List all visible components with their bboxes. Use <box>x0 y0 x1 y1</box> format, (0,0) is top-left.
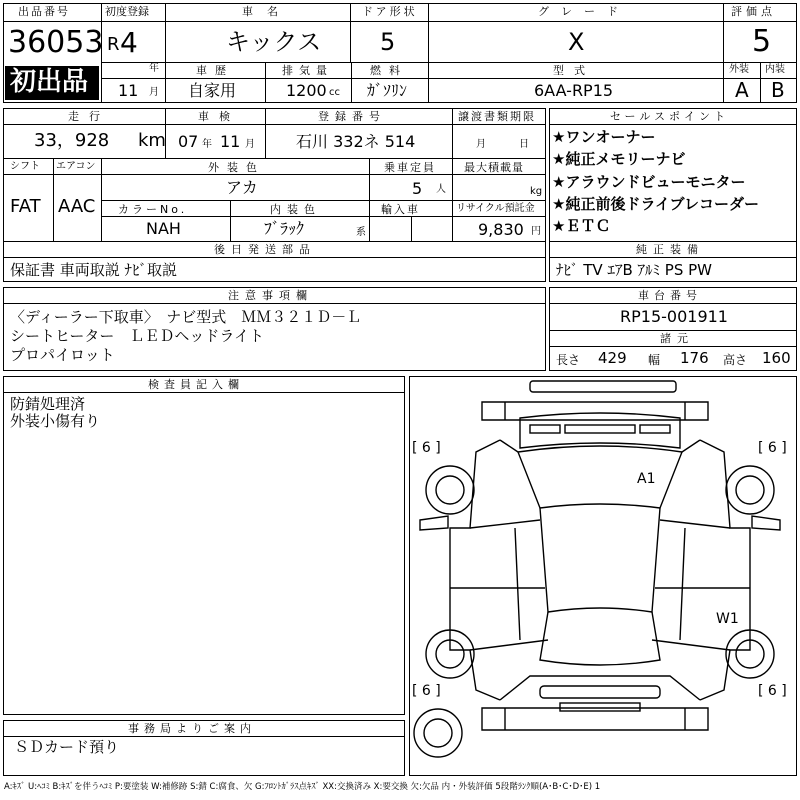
doors-label: ドア形状 <box>362 5 418 18</box>
fuel-label: 燃料 <box>370 64 408 77</box>
tire-tread-rear-left: [ 6 ] <box>412 683 441 699</box>
width-label: 幅 <box>648 353 661 367</box>
transfer-day-unit: 日 <box>519 139 529 150</box>
doors: 5 <box>380 28 396 56</box>
notes-line-2: シートヒーター ＬＥＤヘッドライト <box>10 327 264 345</box>
inspection-year: 07 <box>178 132 199 151</box>
grade-label: グレード <box>538 5 630 18</box>
shift-label: シフト <box>10 161 40 172</box>
car-name-label: 車名 <box>242 5 292 18</box>
load-label: 最大積載量 <box>464 161 524 174</box>
mileage: 33，928 <box>34 130 110 151</box>
capacity: 5 <box>412 179 423 198</box>
sales-points-label: セールスポイント <box>610 110 730 123</box>
dims-label: 諸元 <box>660 332 694 345</box>
chassis-number: RP15-001911 <box>620 307 728 326</box>
history: 自家用 <box>188 81 237 100</box>
mileage-label: 走行 <box>68 110 110 123</box>
year-unit: 年 <box>149 63 159 74</box>
lot-number: 36053 <box>8 25 104 60</box>
tire-tread-front-left: [ 6 ] <box>412 440 441 456</box>
month-unit: 月 <box>149 87 159 98</box>
inspection-label: 車検 <box>198 110 240 123</box>
int-color-unit: 系 <box>356 227 366 238</box>
notes-line-1: 〈ディーラー下取車〉 ナビ型式 ＭＭ３２１Ｄ－Ｌ <box>10 308 362 326</box>
capacity-unit: 人 <box>436 184 446 195</box>
car-name: キックス <box>226 28 322 56</box>
int-color: ﾌﾞﾗｯｸ <box>264 219 305 238</box>
equipment-items: ﾅﾋﾞ TV ｴｱB ｱﾙﾐ PS PW <box>556 261 712 279</box>
inspector-line-2: 外装小傷有り <box>10 412 101 430</box>
color-no: NAH <box>146 219 181 238</box>
capacity-label: 乗車定員 <box>384 161 436 174</box>
displacement-label: 排気量 <box>282 64 333 77</box>
load-unit: kg <box>530 186 543 197</box>
ext-color-label: 外装色 <box>208 161 265 174</box>
sales-point-4: ★純正前後ドライブレコーダー <box>552 195 759 213</box>
recycle-unit: 円 <box>531 226 541 237</box>
displacement-unit: cc <box>329 87 340 98</box>
era: R <box>107 34 120 55</box>
inspector-line-1: 防錆処理済 <box>10 395 86 413</box>
transfer-month-unit: 月 <box>476 139 486 150</box>
plate: 石川 332ネ 514 <box>296 132 416 151</box>
first-listing-text: 初出品 <box>10 67 89 97</box>
later-parts-label: 後日発送部品 <box>214 243 316 256</box>
tire-tread-front-right: [ 6 ] <box>758 440 787 456</box>
width: 176 <box>680 349 709 367</box>
equipment-label: 純正装備 <box>636 243 704 256</box>
notes-line-3: プロパイロット <box>10 346 115 364</box>
score: 5 <box>752 24 772 59</box>
chassis-label: 車台番号 <box>638 289 702 302</box>
exterior-grade-label: 外装 <box>729 64 749 75</box>
shift: FAT <box>10 196 41 217</box>
inspector-label: 検査員記入欄 <box>148 378 244 391</box>
first-reg-label: 初度登録 <box>105 5 149 18</box>
height-label: 高さ <box>723 353 748 367</box>
inspection-month-unit: 月 <box>245 139 255 150</box>
mileage-unit: km <box>138 130 166 151</box>
damage-mark-a1: A1 <box>637 471 656 487</box>
recycle-label: リサイクル預託金 <box>456 203 535 214</box>
length-label: 長さ <box>556 353 581 367</box>
model: 6AA-RP15 <box>534 81 614 100</box>
later-parts: 保証書 車両取説 ﾅﾋﾞ取説 <box>10 261 178 279</box>
sales-point-1: ★ワンオーナー <box>552 128 656 146</box>
lot-label: 出品番号 <box>18 5 70 18</box>
notes-label: 注意事項欄 <box>228 289 313 302</box>
reg-month: 11 <box>118 81 139 100</box>
sales-point-2: ★純正メモリーナビ <box>552 150 686 168</box>
score-label: 評価点 <box>731 5 776 18</box>
sales-point-5: ★ＥＴＣ <box>552 217 611 235</box>
grade: X <box>568 28 585 56</box>
legend: A:ｷｽﾞ U:ﾍｺﾐ B:ｷｽﾞを伴うﾍｺﾐ P:要塗装 W:補修跡 S:錆 C:腐食、欠 G:ﾌﾛﾝﾄｶﾞﾗｽ点ｷｽﾞ XX:交換済み X:要交換 欠:欠品 内・外装評価 5段階ﾗﾝｸ順(A･B･C･D･E) 1 <box>4 782 601 792</box>
ac: AAC <box>58 196 96 217</box>
reg-year: 4 <box>120 26 138 59</box>
interior-grade: B <box>771 78 785 102</box>
length: 429 <box>598 349 627 367</box>
damage-mark-w1: W1 <box>716 611 739 627</box>
office-text: ＳＤカード預り <box>14 738 120 756</box>
color-no-label: カラーNo. <box>118 203 188 216</box>
height: 160 <box>762 349 791 367</box>
tire-tread-rear-right: [ 6 ] <box>758 683 787 699</box>
ext-color: アカ <box>226 178 258 197</box>
fuel: ｶﾞｿﾘﾝ <box>367 81 408 100</box>
int-color-label: 内装色 <box>270 203 321 216</box>
inspection-year-unit: 年 <box>202 139 212 150</box>
plate-label: 登録番号 <box>318 110 386 123</box>
recycle: 9,830 <box>478 220 524 239</box>
ac-label: エアコン <box>56 161 96 172</box>
sales-point-3: ★アラウンドビューモニター <box>552 173 746 191</box>
model-label: 型式 <box>553 64 595 77</box>
import-label: 輸入車 <box>381 203 420 216</box>
interior-grade-label: 内装 <box>765 64 785 75</box>
exterior-grade: A <box>735 78 749 102</box>
history-label: 車歴 <box>196 64 234 77</box>
displacement: 1200 <box>286 81 327 100</box>
office-label: 事務局よりご案内 <box>128 722 256 735</box>
inspection-month: 11 <box>220 132 241 151</box>
transfer-label: 譲渡書類期限 <box>458 110 536 123</box>
